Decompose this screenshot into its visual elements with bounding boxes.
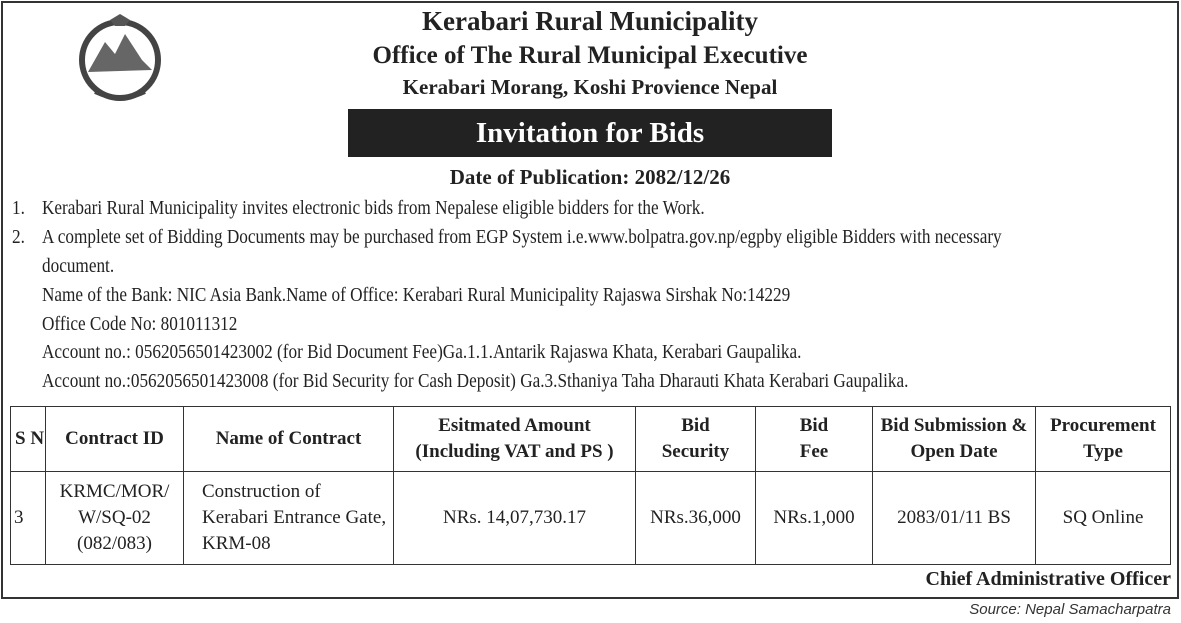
table-header-row [11,407,1171,472]
col-amount: Esitmated Amount (Including VAT and PS ) [394,407,636,472]
cell-name: Construction of Kerabari Entrance Gate, KRM-08 [184,472,394,565]
item-2-continued: document. [42,255,115,277]
nepal-emblem-logo [70,12,170,104]
office-code: Office Code No: 801011312 [42,313,238,335]
col-contract-id: Contract ID [46,407,184,472]
title-banner: Invitation for Bids [348,109,832,157]
org-name: Kerabari Rural Municipality [422,6,758,36]
account-1: Account no.: 0562056501423002 (for Bid Document Fee)Ga.1.1.Antarik Rajaswa Khata, Kerabari Gaupalika. [42,341,802,363]
cell-amount: NRs. 14,07,730.17 [394,472,636,565]
publication-date: Date of Publication: 2082/12/26 [449,165,731,189]
account-2: Account no.:0562056501423008 (for Bid Security for Cash Deposit) Ga.3.Sthaniya Taha Dharauti Khata Kerabari Gaupalika. [42,370,909,392]
col-name: Name of Contract [184,407,394,472]
table-row [11,472,1171,565]
signatory: Chief Administrative Officer [925,568,1171,590]
col-bid-fee: Bid Fee [756,407,873,472]
item-2-text: A complete set of Bidding Documents may be purchased from EGP System i.e.www.bolpatra.gov.np/egpby eligible Bidders with necessary [42,226,1002,248]
bid-table [10,406,1171,565]
col-procurement-type: Procurement Type [1036,407,1171,472]
col-submission-date: Bid Submission & Open Date [873,407,1036,472]
bank-info: Name of the Bank: NIC Asia Bank.Name of Office: Kerabari Rural Municipality Rajaswa Sirshak No:14229 [42,284,791,306]
cell-type: SQ Online [1036,472,1171,565]
source-credit: Source: Nepal Samacharpatra [969,601,1171,618]
item-number: 2. [12,226,25,248]
office-name: Office of The Rural Municipal Executive [372,42,808,69]
cell-date: 2083/01/11 BS [873,472,1036,565]
address: Kerabari Morang, Koshi Provience Nepal [402,75,778,99]
cell-bid-fee: NRs.1,000 [756,472,873,565]
cell-bid-security: NRs.36,000 [636,472,756,565]
item-number: 1. [12,197,25,219]
cell-sn: 3 [11,472,46,565]
item-1-text: Kerabari Rural Municipality invites electronic bids from Nepalese eligible bidders for the Work. [42,197,705,219]
col-sn: S N [11,407,46,472]
cell-contract-id: KRMC/MOR/ W/SQ-02 (082/083) [46,472,184,565]
col-bid-security: Bid Security [636,407,756,472]
